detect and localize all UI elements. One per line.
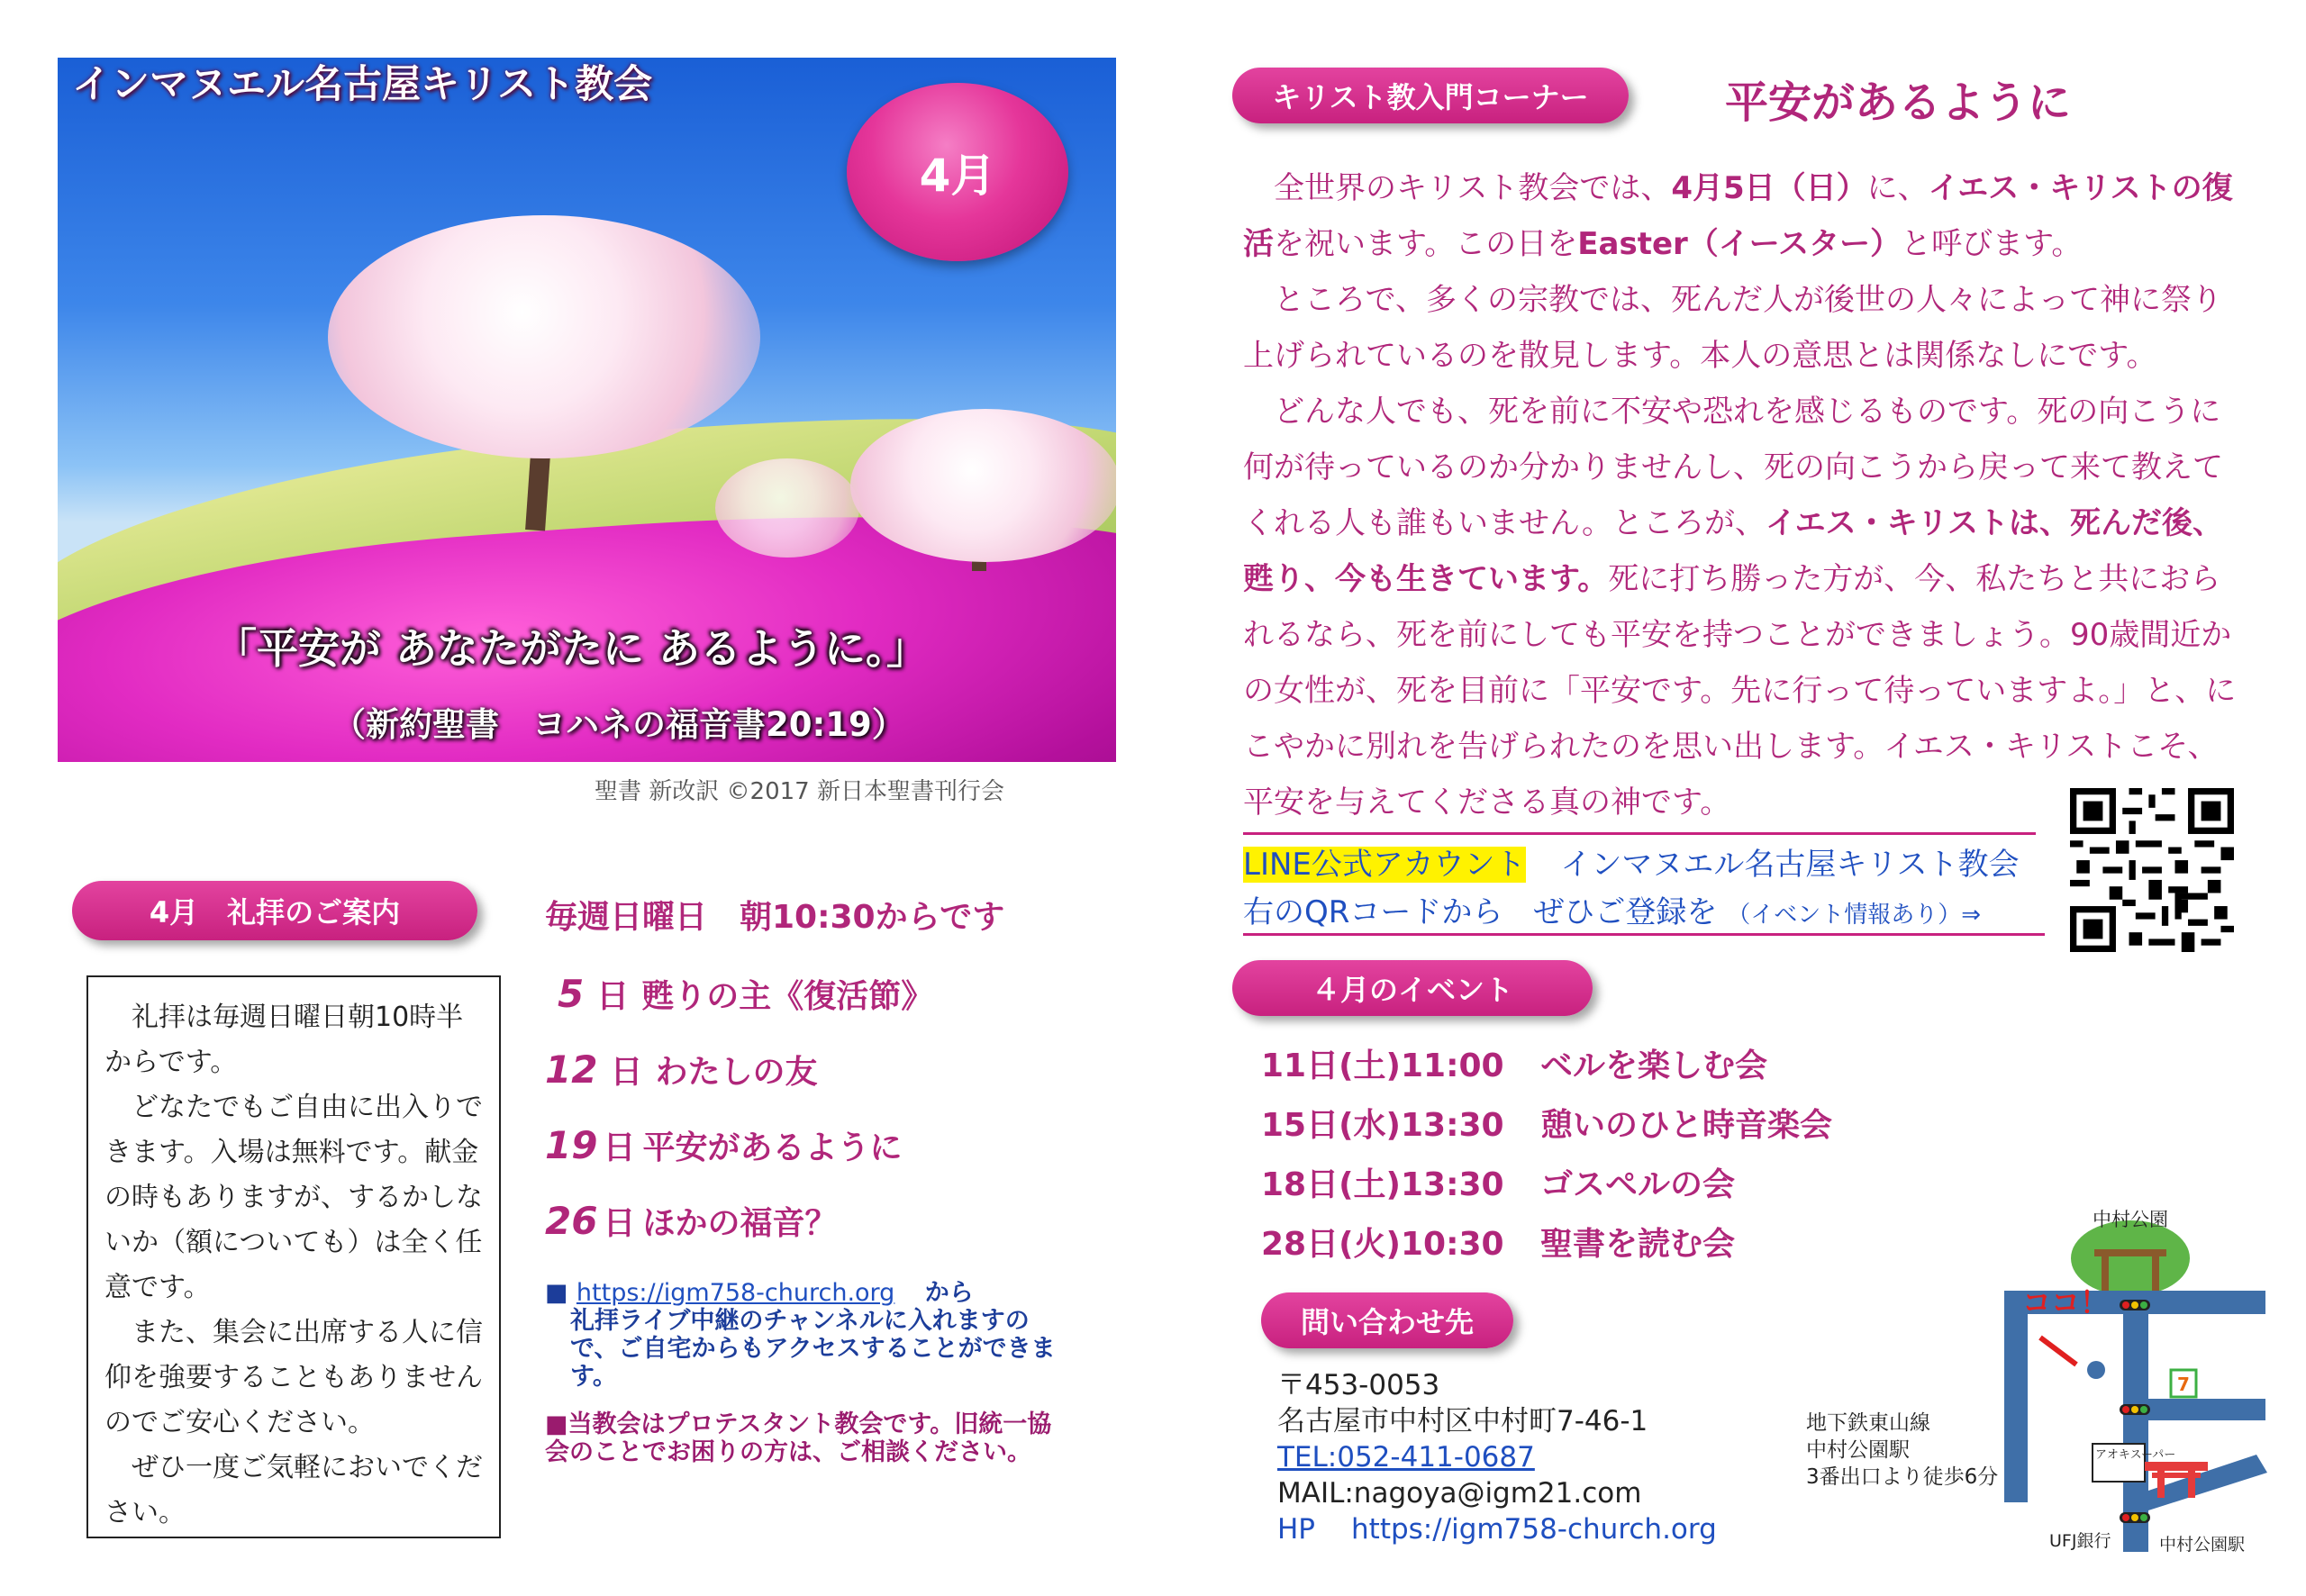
verse-quote: 「平安が あなたがたに あるように。」 xyxy=(215,624,929,673)
event-date: 28日(火)10:30 xyxy=(1261,1226,1504,1263)
bullet-icon: ■ xyxy=(545,1279,568,1307)
line-cta: 右のQRコードから ぜひご登録を xyxy=(1243,894,1718,930)
church-location xyxy=(2087,1361,2105,1379)
intro-paragraph xyxy=(1243,272,2243,384)
access-map xyxy=(1986,1193,2274,1558)
bank-label: UFJ銀行 xyxy=(2049,1531,2111,1551)
event-date: 15日(水)13:30 xyxy=(1261,1107,1504,1144)
text: ところで、多くの宗教では、死んだ人が後世の人々によって神に祭り上げられているのを散見します。本人の意思とは関係なしにです。 xyxy=(1243,282,2222,374)
day-unit: 日 xyxy=(603,1204,636,1242)
line-cta-note: （イベント情報あり）⇒ xyxy=(1727,902,1981,929)
here-arrow xyxy=(2040,1338,2076,1365)
event-name: ベルを楽しむ会 xyxy=(1540,1047,1768,1084)
line-account-name: インマヌエル名古屋キリスト教会 xyxy=(1560,847,2020,883)
worship-text: 礼拝は毎週日曜日朝10時半からです。 xyxy=(104,1002,464,1078)
station-label: 中村公園駅 xyxy=(2159,1535,2246,1555)
sermon-day: 5 xyxy=(558,971,585,1016)
text: に、 xyxy=(1866,170,1929,206)
cherry-tree-small xyxy=(850,409,1116,562)
line-account-row xyxy=(1243,839,2020,884)
schedule-row xyxy=(545,1183,1004,1258)
event-row xyxy=(1261,1159,1832,1219)
sermon-title: 平安があるように xyxy=(642,1129,903,1166)
worship-text: ぜひ一度ご気軽においでください。 xyxy=(104,1452,483,1528)
divider xyxy=(1243,933,2045,936)
map-caption xyxy=(1806,1410,1998,1491)
text: 死に打ち勝った方が、今、私たちと共におられるなら、死を前にしても平安を持つことができましょう。90歳間近かの女性が、死を目前に「平安です。先に行って待っていますよ。」と、にこやかに別れを告げられたのを思い出します。イエス・キリストこそ、平安を与えてくださる真の神です。 xyxy=(1243,561,2237,821)
subway-line: 地下鉄東山線 xyxy=(1806,1411,1930,1435)
emphasis: イエス・キリストの復活 xyxy=(1243,170,2233,262)
intro-body xyxy=(1243,160,2243,830)
intro-paragraph xyxy=(1243,160,2243,272)
event-name: 聖書を読む会 xyxy=(1540,1226,1736,1263)
intro-tag: キリスト教入門コーナー xyxy=(1232,68,1629,123)
church-title: インマヌエル名古屋キリスト教会 xyxy=(72,62,653,107)
sermon-day: 19 xyxy=(545,1122,598,1167)
homepage-row xyxy=(1277,1511,1717,1547)
emphasis: Easter（イースター） xyxy=(1577,226,1902,262)
month-badge: 4月 xyxy=(847,83,1068,261)
worship-info-box xyxy=(86,975,501,1538)
contact-tag: 問い合わせ先 xyxy=(1261,1292,1513,1348)
emphasis: イエス・キリストは、死んだ後、甦り、今も生きています。 xyxy=(1243,505,2224,597)
schedule-row xyxy=(545,1107,1004,1183)
text: と呼びます。 xyxy=(1901,226,2083,262)
torii-icon xyxy=(2145,1462,2208,1471)
sermon-title: 甦りの主《復活節》 xyxy=(641,977,934,1015)
sermon-schedule xyxy=(545,892,1004,1258)
notes xyxy=(545,1279,1072,1466)
sermon-title: ほかの福音？ xyxy=(642,1204,838,1242)
cherry-tree-large xyxy=(328,215,760,458)
hp-label: HP xyxy=(1277,1513,1316,1546)
contact-info xyxy=(1277,1367,1717,1547)
protestant-note: ■当教会はプロテスタント教会です。旧統一協会のことでお困りの方は、ご相談ください。 xyxy=(545,1410,1052,1466)
schedule-row xyxy=(545,1031,1004,1107)
sermon-day: 26 xyxy=(545,1198,598,1243)
event-name: ゴスペルの会 xyxy=(1540,1166,1736,1203)
sermon-day: 12 xyxy=(545,1047,598,1092)
here-label: ココ！ xyxy=(2022,1285,2110,1319)
schedule-row xyxy=(545,956,1004,1031)
website-link[interactable]: https://igm758-church.org xyxy=(576,1279,895,1307)
supermarket-label: アオキスーパー xyxy=(2095,1448,2176,1462)
intro-title: 平安があるように xyxy=(1725,77,2072,128)
cherry-tree-far xyxy=(715,458,859,558)
worship-text: どなたでもご自由に出入りできます。入場は無料です。献金の時もありますが、するかしないか（額についても）は全く任意です。 xyxy=(104,1092,483,1303)
event-row xyxy=(1261,1040,1832,1100)
event-date: 18日(土)13:30 xyxy=(1261,1166,1504,1203)
event-date: 11日(土)11:00 xyxy=(1261,1047,1504,1084)
worship-tag: 4月 礼拝のご案内 xyxy=(72,881,477,940)
hp-link[interactable]: https://igm758-church.org xyxy=(1351,1513,1717,1546)
day-unit: 日 xyxy=(603,1129,636,1166)
email[interactable]: MAIL:nagoya@igm21.com xyxy=(1277,1477,1642,1510)
note-text: から xyxy=(924,1279,974,1307)
road xyxy=(2004,1291,2028,1502)
line-label: LINE公式アカウント xyxy=(1243,847,1526,883)
events-list xyxy=(1261,1040,1832,1278)
text: 全世界のキリスト教会では、 xyxy=(1274,170,1672,206)
events-tag: ４月のイベント xyxy=(1232,960,1593,1016)
postal-code: 〒453-0053 xyxy=(1277,1369,1440,1401)
easter-date: 4月5日（日） xyxy=(1671,170,1867,206)
verse-reference: （新約聖書 ヨハネの福音書20:19） xyxy=(332,705,905,744)
line-cta-row xyxy=(1243,887,1981,931)
worship-text: また、集会に出席する人に信仰を強要することもありませんのでご安心ください。 xyxy=(104,1317,483,1438)
text: どんな人でも、死を前に不安や恐れを感じるものです。死の向こうに何が待っているのか分かりませんし、死の向こうから戻って来て教えてくれる人も誰もいません。ところが、 xyxy=(1243,394,2223,541)
bible-copyright: 聖書 新改訳 ©2017 新日本聖書刊行会 xyxy=(595,778,1004,805)
sermon-title: わたしの友 xyxy=(655,1053,818,1091)
store-mark: 7 xyxy=(2177,1374,2190,1395)
event-name: 憩いのひと時音楽会 xyxy=(1540,1107,1833,1144)
intro-paragraph xyxy=(1243,384,2243,830)
text: を祝います。この日を xyxy=(1274,226,1578,262)
live-stream-note xyxy=(545,1279,1072,1391)
schedule-header: 毎週日曜日 朝10:30からです xyxy=(545,899,1005,936)
road xyxy=(2148,1399,2265,1420)
event-row xyxy=(1261,1100,1832,1159)
station-name: 中村公園駅 xyxy=(1806,1438,1910,1462)
day-unit: 日 xyxy=(610,1053,643,1091)
event-row xyxy=(1261,1219,1832,1278)
day-unit: 日 xyxy=(596,977,630,1015)
note-text: 礼拝ライブ中継のチャンネルに入れますので、ご自宅からもアクセスすることができます。 xyxy=(570,1307,1056,1391)
divider xyxy=(1243,832,2036,835)
qr-code[interactable] xyxy=(2070,788,2234,952)
phone-link[interactable]: TEL:052-411-0687 xyxy=(1277,1441,1535,1474)
address: 名古屋市中村区中村町7-46-1 xyxy=(1277,1405,1648,1437)
walk-time: 3番出口より徒歩6分 xyxy=(1806,1465,1999,1489)
park-label: 中村公園 xyxy=(2093,1209,2168,1230)
